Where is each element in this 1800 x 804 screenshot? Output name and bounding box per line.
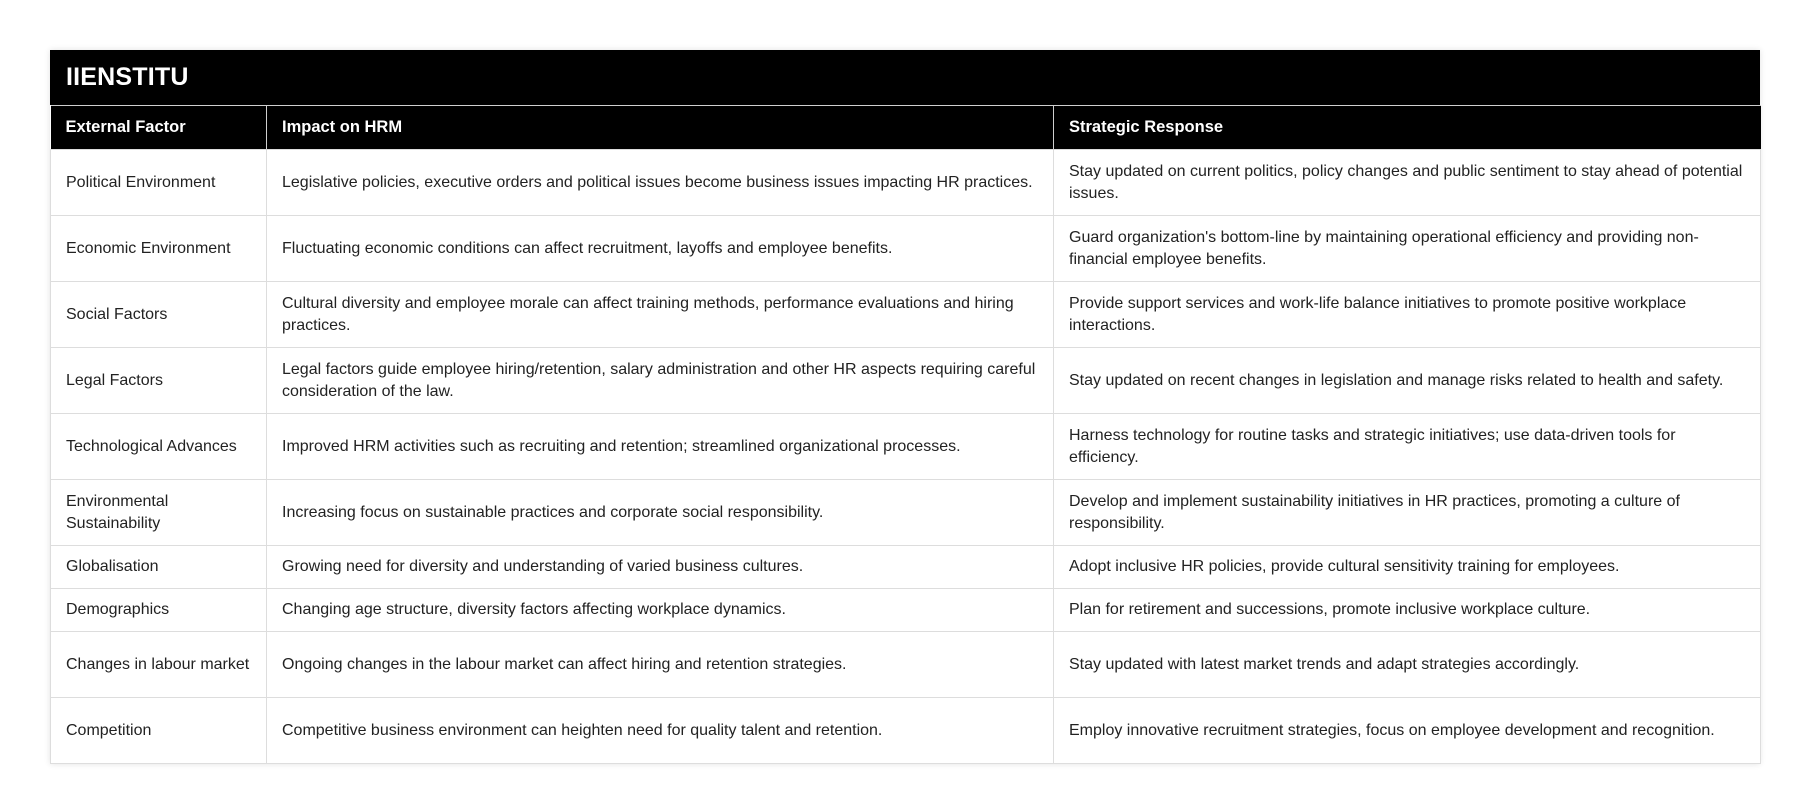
brand-title: IIENSTITU [50,50,1760,105]
cell-factor: Social Factors [51,282,267,348]
table-container [50,50,1760,764]
cell-factor: Changes in labour market [51,632,267,698]
cell-factor: Legal Factors [51,348,267,414]
cell-factor: Political Environment [51,150,267,216]
cell-factor: Technological Advances [51,414,267,480]
cell-response: Stay updated on recent changes in legislation and manage risks related to health and safety. [1054,348,1761,414]
cell-factor: Competition [51,698,267,764]
table-row [51,414,1761,480]
cell-impact: Ongoing changes in the labour market can affect hiring and retention strategies. [267,632,1054,698]
table-row [51,698,1761,764]
table-row [51,546,1761,589]
cell-response: Develop and implement sustainability initiatives in HR practices, promoting a culture of responsibility. [1054,480,1761,546]
header-strategic-response: Strategic Response [1054,106,1761,150]
header-impact-on-hrm: Impact on HRM [267,106,1054,150]
cell-response: Provide support services and work-life balance initiatives to promote positive workplace interactions. [1054,282,1761,348]
cell-response: Plan for retirement and successions, promote inclusive workplace culture. [1054,589,1761,632]
cell-response: Guard organization's bottom-line by maintaining operational efficiency and providing non-financial employee benefits. [1054,216,1761,282]
table-row [51,150,1761,216]
table-row [51,589,1761,632]
cell-response: Stay updated with latest market trends and adapt strategies accordingly. [1054,632,1761,698]
cell-impact: Legal factors guide employee hiring/retention, salary administration and other HR aspects requiring careful consideration of the law. [267,348,1054,414]
table-row [51,348,1761,414]
cell-impact: Legislative policies, executive orders and political issues become business issues impacting HR practices. [267,150,1054,216]
cell-response: Harness technology for routine tasks and strategic initiatives; use data-driven tools for efficiency. [1054,414,1761,480]
cell-factor: Globalisation [51,546,267,589]
cell-response: Stay updated on current politics, policy changes and public sentiment to stay ahead of potential issues. [1054,150,1761,216]
cell-impact: Competitive business environment can heighten need for quality talent and retention. [267,698,1054,764]
table-row [51,216,1761,282]
cell-response: Employ innovative recruitment strategies, focus on employee development and recognition. [1054,698,1761,764]
cell-impact: Cultural diversity and employee morale can affect training methods, performance evaluations and hiring practices. [267,282,1054,348]
cell-factor: Demographics [51,589,267,632]
table-row [51,632,1761,698]
table-row [51,480,1761,546]
cell-impact: Fluctuating economic conditions can affect recruitment, layoffs and employee benefits. [267,216,1054,282]
table-row [51,282,1761,348]
cell-impact: Improved HRM activities such as recruiting and retention; streamlined organizational processes. [267,414,1054,480]
cell-factor: Environmental Sustainability [51,480,267,546]
hrm-factors-table [50,105,1761,764]
cell-factor: Economic Environment [51,216,267,282]
cell-response: Adopt inclusive HR policies, provide cultural sensitivity training for employees. [1054,546,1761,589]
header-external-factor: External Factor [51,106,267,150]
header-row [51,106,1761,150]
cell-impact: Increasing focus on sustainable practices and corporate social responsibility. [267,480,1054,546]
cell-impact: Changing age structure, diversity factors affecting workplace dynamics. [267,589,1054,632]
cell-impact: Growing need for diversity and understanding of varied business cultures. [267,546,1054,589]
